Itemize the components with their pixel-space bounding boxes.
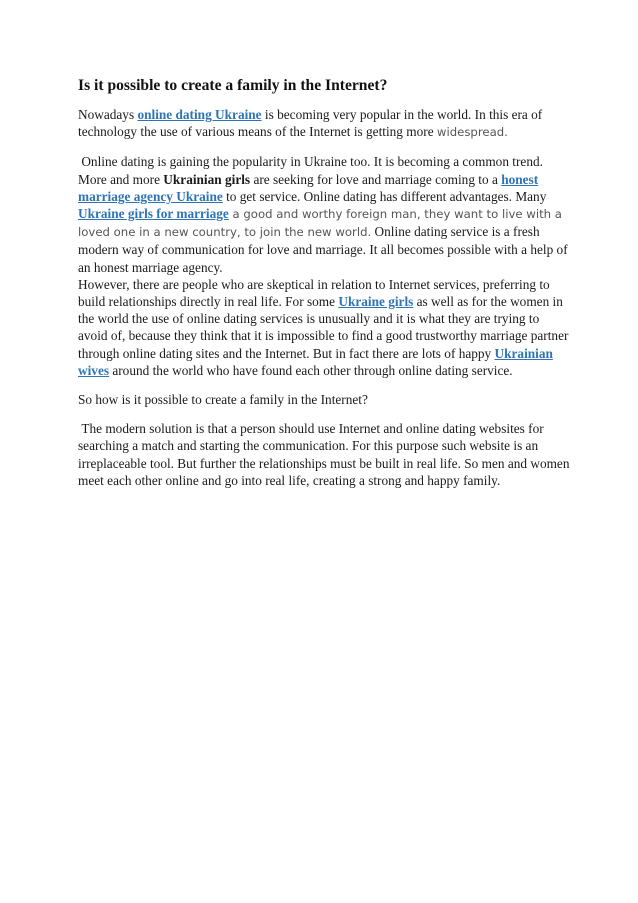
text: Online dating service is a fresh modern way of communication for love and marriage. It all becomes possible with a help of an honest marriage agency. — [78, 224, 568, 275]
text: The modern solution is that a person should use Internet and online dating websites for searching a match and starting the communication. For this purpose such website is an irreplaceable tool. But further the relationships must be built in real life. So men and women meet each other online and go into real life, creating a strong and happy family. — [78, 421, 570, 488]
paragraph-skeptical — [78, 276, 570, 379]
text: However, there are people who are skeptical in relation to Internet services, preferring to build relationships directly in real life. For some — [78, 276, 550, 310]
link-honest-marriage-agency[interactable]: honest marriage agency Ukraine — [78, 171, 539, 204]
link-ukrainian-wives[interactable]: Ukrainian wives — [78, 345, 553, 378]
link-online-dating-ukraine[interactable]: online dating Ukraine — [137, 107, 262, 122]
paragraph-online-dating — [78, 153, 570, 275]
text: widespread. — [436, 125, 508, 140]
text: a good and worthy foreign man, they want to live with a loved one in a new country, to join the new world. — [78, 207, 562, 240]
text: are seeking for love and marriage coming to a — [250, 171, 502, 187]
page-title: Is it possible to create a family in the Internet? — [78, 77, 388, 94]
text: as well as for the women in the world the use of online dating services is unusually and it is what they are trying to avoid of, because they think that it is impossible to find a good trustworthy marriage partner through online dating sites and the Internet. But in fact there are lots of happy — [78, 294, 569, 361]
text: Online dating is gaining the popularity in Ukraine too. It is becoming a common trend. More and more — [78, 154, 543, 187]
paragraph-question — [78, 391, 570, 408]
bold-text: Ukrainian girls — [163, 171, 251, 187]
text: So how is it possible to create a family in the Internet? — [78, 392, 368, 408]
document-body — [78, 76, 570, 489]
text: to get service. Online dating has different advantages. Many — [222, 188, 547, 204]
text: is becoming very popular in the world. In this era of technology the use of various means of the Internet is getting more — [78, 107, 543, 140]
link-ukraine-girls[interactable]: Ukraine girls — [338, 294, 414, 310]
paragraph-intro — [78, 106, 570, 141]
paragraph-solution — [78, 420, 570, 489]
text: Nowadays — [78, 107, 138, 122]
text: around the world who have found each other through online dating service. — [109, 362, 513, 378]
link-ukraine-girls-for-marriage[interactable]: Ukraine girls for marriage — [78, 206, 229, 222]
